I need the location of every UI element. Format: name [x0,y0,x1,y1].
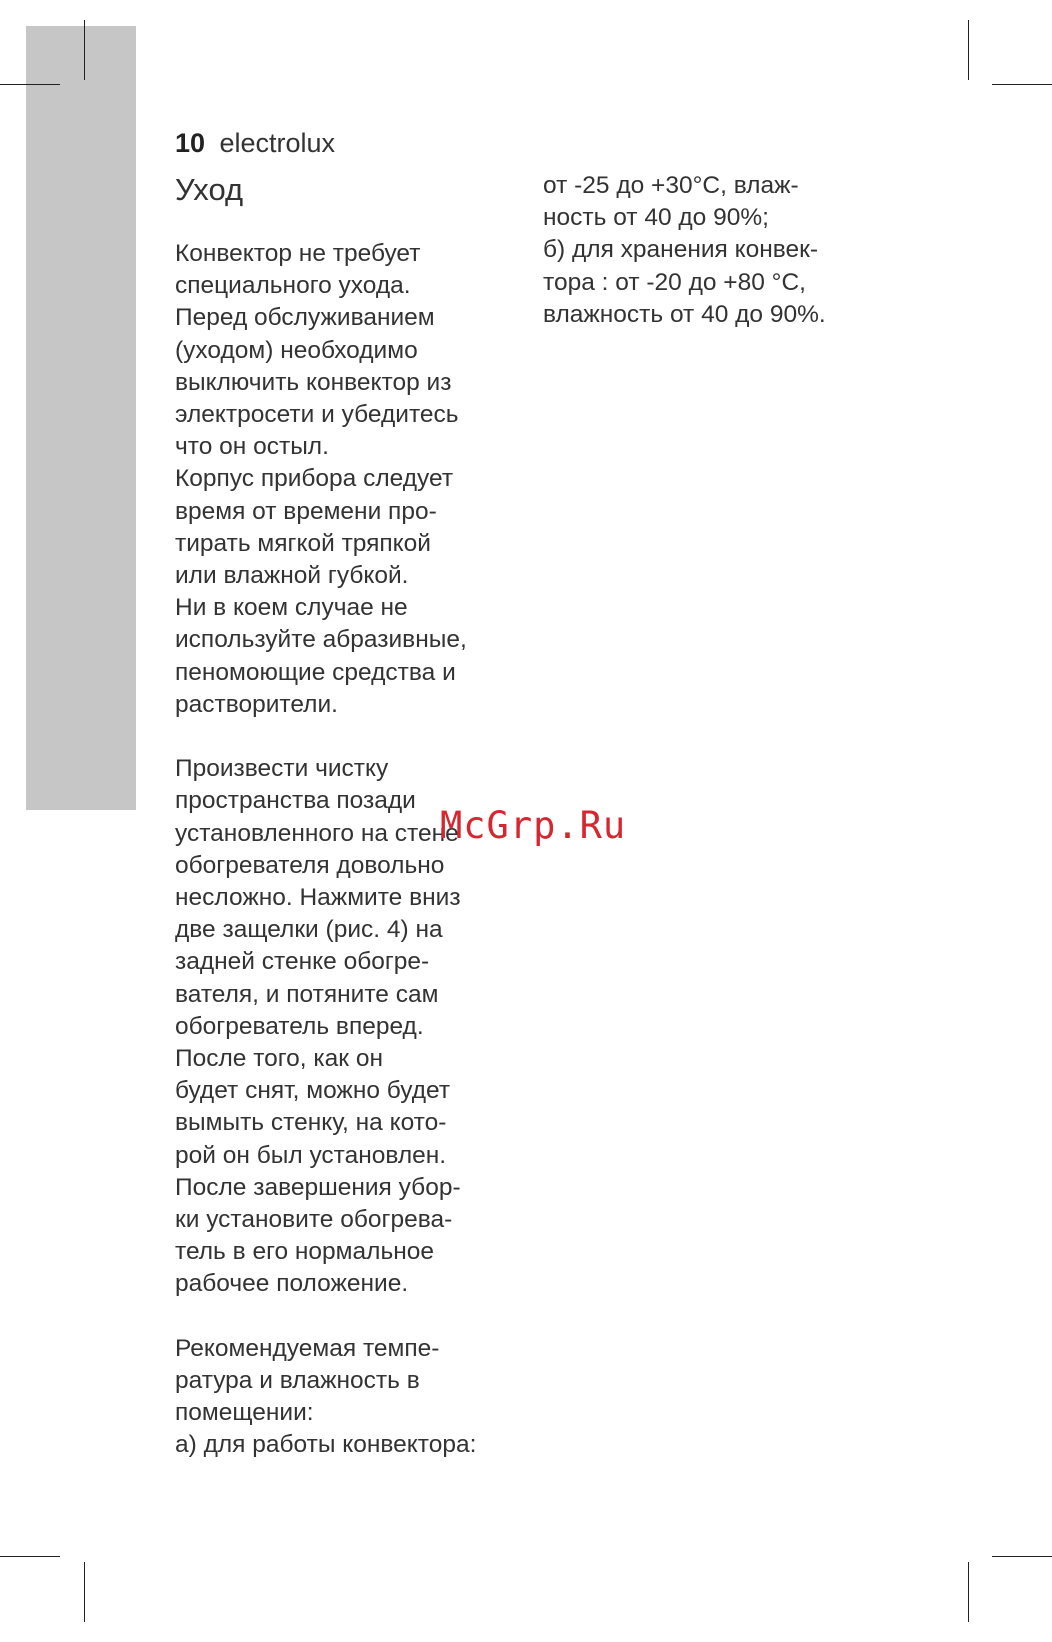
text-line: тора : от -20 до +80 °C, [543,268,806,296]
watermark: McGrp.Ru [440,804,627,847]
left-column [175,238,535,1462]
page-header [175,128,335,159]
text-line: Рекомендуемая темпе- [175,1334,440,1362]
crop-mark [0,84,60,85]
text-line: специального ухода. [175,272,411,300]
text-line: Ни в коем случае не [175,594,408,622]
text-line: (уходом) необходимо [175,336,418,364]
text-line: После того, как он [175,1045,383,1073]
crop-mark [968,1562,969,1622]
text-line: После завершения убор- [175,1173,461,1201]
crop-mark [84,20,85,80]
text-line: тирать мягкой тряпкой [175,529,431,557]
text-line: установленного на стене [175,819,459,847]
text-line: Корпус прибора следует [175,465,454,493]
brand-name: electrolux [219,128,336,158]
text-line: электросети и убедитесь [175,401,459,429]
text-line: растворители. [175,690,338,718]
text-line: пеномоющие средства и [175,658,456,686]
right-column [543,170,873,331]
text-line: б) для хранения конвек- [543,236,819,264]
text-line: ность от 40 до 90%; [543,204,769,232]
text-line: вымыть стенку, на кото- [175,1109,447,1137]
text-line: Произвести чистку [175,755,389,783]
text-line: ки установите обогрева- [175,1206,453,1234]
text-line: выключить конвектор из [175,368,452,396]
text-line: вателя, и потяните сам [175,980,439,1008]
text-line: Конвектор не требует [175,240,421,267]
paragraph-conditions [175,1333,535,1462]
text-line: время от времени про- [175,497,437,525]
text-line: пространства позади [175,787,416,815]
paragraph-care [175,238,535,721]
text-line: рабочее положение. [175,1270,409,1298]
text-line: Перед обслуживанием [175,304,435,332]
text-line: задней стенке обогре- [175,948,430,976]
text-line: будет снят, можно будет [175,1077,451,1105]
crop-mark [992,84,1052,85]
text-line: а) для работы конвектора: [175,1431,477,1459]
text-line: влажность от 40 до 90%. [543,300,826,328]
text-line: тель в его нормальное [175,1238,434,1266]
text-line: или влажной губкой. [175,562,409,590]
text-line: что он остыл. [175,433,329,461]
text-line: от -25 до +30°C, влаж- [543,172,799,199]
text-line: несложно. Нажмите вниз [175,884,461,912]
crop-mark [0,1556,60,1557]
text-line: обогреватель вперед. [175,1012,424,1040]
page-number: 10 [175,128,206,158]
text-line: рой он был установлен. [175,1141,447,1169]
side-tab [26,26,136,810]
crop-mark [992,1556,1052,1557]
text-line: обогревателя довольно [175,851,445,879]
crop-mark [84,1562,85,1622]
text-line: используйте абразивные, [175,626,467,654]
text-line: помещении: [175,1399,314,1427]
text-line: ратура и влажность в [175,1367,420,1395]
crop-mark [968,20,969,80]
text-line: две защелки (рис. 4) на [175,916,443,944]
section-title: Уход [175,172,244,207]
